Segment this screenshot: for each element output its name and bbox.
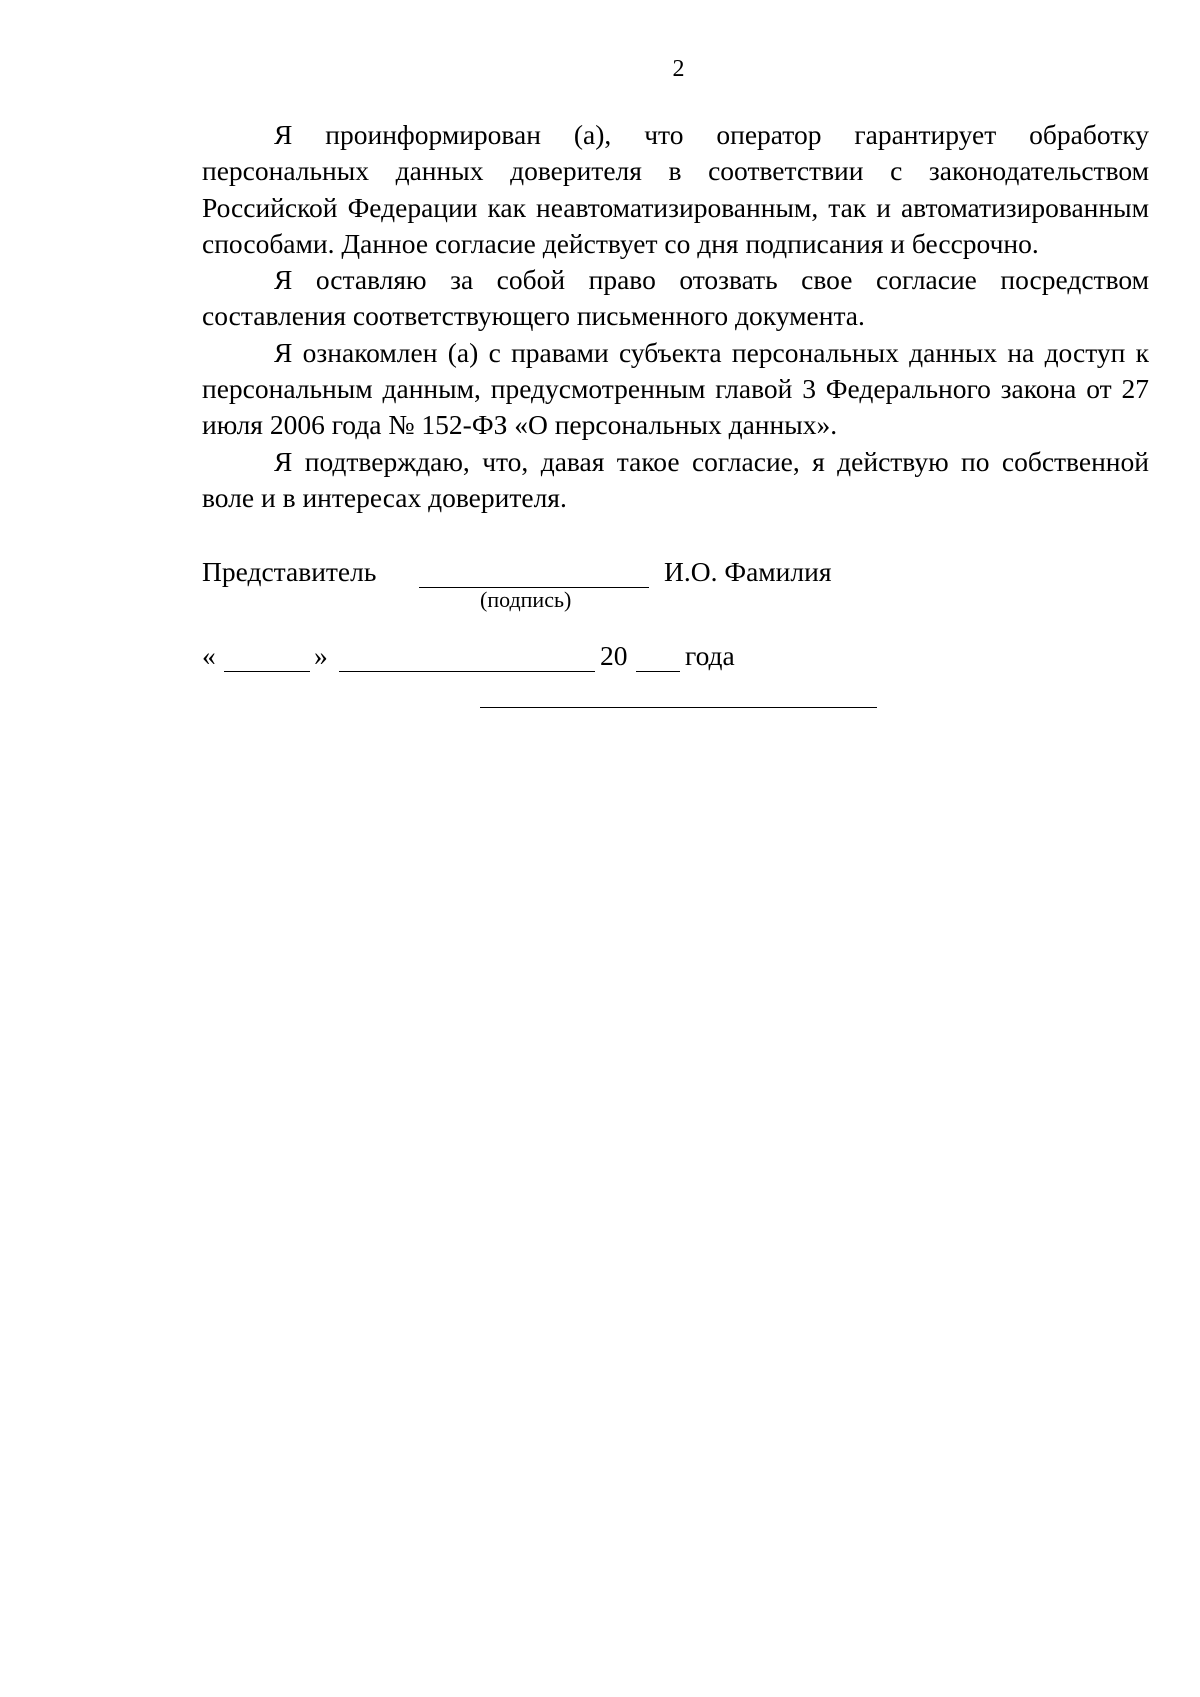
date-row [202,640,1149,680]
year-prefix: 20 [600,640,628,671]
signature-row [202,556,1149,596]
year-blank-line [636,671,680,672]
date-close-quote: » [314,640,328,671]
day-blank-line [224,671,310,672]
representative-label: Представитель [202,556,377,587]
paragraph-free-will: Я подтверждаю, что, давая такое согласие, я действую по собственной воле и в интересах доверителя. [202,445,1149,513]
paragraph-subject-rights: Я ознакомлен (а) с правами субъекта персональных данных на доступ к персональным данным, предусмотренным главой 3 Федерального закона от 27 июля 2006 года № 152-ФЗ «О персональных данных». [202,336,1149,441]
paragraph-right-to-withdraw: Я оставляю за собой право отозвать свое согласие посредством составления соответствующего письменного документа. [202,264,1149,332]
document-body [202,117,1149,516]
representative-name: И.О. Фамилия [664,556,832,587]
page-number: 2 [672,56,685,82]
bottom-blank-line [480,707,877,708]
date-open-quote: « [202,640,216,671]
paragraph-processing-guarantee: Я проинформирован (а), что оператор гарантирует обработку персональных данных доверителя в соответствии с законодательством Российской Федерации как неавтоматизированным, так и автоматизированным способами. Данное согласие действует со дня подписания и бессрочно. [202,119,1149,259]
month-blank-line [339,671,595,672]
year-word: года [685,640,735,671]
signature-caption: (подпись) [480,587,572,612]
